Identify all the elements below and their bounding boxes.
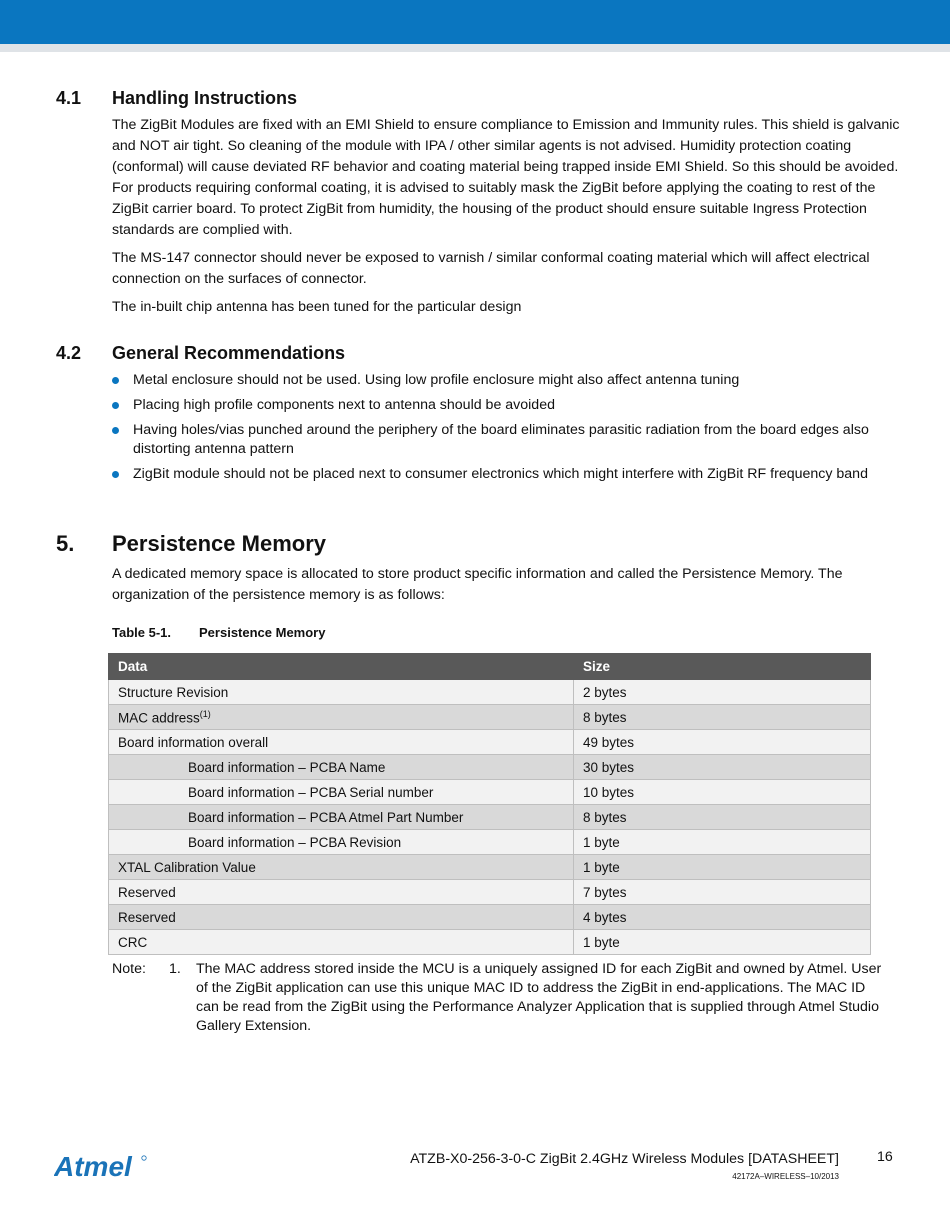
cell-size: 1 byte [574,930,871,955]
atmel-logo [54,1150,148,1180]
cell-data: XTAL Calibration Value [109,855,574,880]
handling-paragraph-3: The in-built chip antenna has been tuned for the particular design [112,299,522,315]
table-row [109,930,871,955]
cell-data: Structure Revision [109,680,574,705]
handling-paragraph-2: The MS-147 connector should never be exposed to varnish / similar conformal coating material which will affect electrical connection on the surfaces of connector. [112,250,870,287]
list-item [112,465,882,484]
note-number: 1. [169,961,181,977]
table-row [109,755,871,780]
table-caption [112,625,325,640]
cell-size: 49 bytes [574,730,871,755]
list-item-text: Metal enclosure should not be used. Using low profile enclosure might also affect antenna tuning [133,372,740,388]
handling-paragraph-1: The ZigBit Modules are fixed with an EMI Shield to ensure compliance to Emission and Immunity rules. This shield is galvanic and NOT air tight. So cleaning of the module with IPA / other similar agents is not advised. Humidity protection coating (conformal) will cause deviated RF behavior and coating material being trapped inside EMI Shield. So this should be avoided. For products requiring conformal coating, it is advised to suitably mask the ZigBit before applying the coating to rest of the ZigBit carrier board. To protect ZigBit from humidity, the housing of the product should ensure suitable Ingress Protection standards are complied with. [112,117,900,238]
cell-data: Board information – PCBA Revision [109,830,574,855]
cell-data: Board information – PCBA Atmel Part Number [109,805,574,830]
list-item-text: Placing high profile components next to antenna should be avoided [133,397,555,413]
cell-size: 4 bytes [574,905,871,930]
cell-data: Reserved [109,905,574,930]
cell-size: 1 byte [574,830,871,855]
table-row [109,880,871,905]
section-title: General Recommendations [112,343,346,363]
cell-data-text: MAC address [118,710,200,726]
cell-size: 7 bytes [574,880,871,905]
section-title: Persistence Memory [112,531,326,556]
list-item-text: ZigBit module should not be placed next to consumer electronics which might interfere with ZigBit RF frequency band [133,466,868,482]
cell-size: 2 bytes [574,680,871,705]
cell-data: Reserved [109,880,574,905]
column-header-data: Data [109,654,574,680]
footer-document-title: ATZB-X0-256-3-0-C ZigBit 2.4GHz Wireless Modules [DATASHEET] [410,1151,839,1167]
table-caption-title: Persistence Memory [199,625,326,640]
cell-data [109,705,574,730]
table-row [109,730,871,755]
list-item [112,371,882,390]
table-header-row [109,654,871,680]
cell-data: Board information – PCBA Serial number [109,780,574,805]
cell-data: Board information – PCBA Name [109,755,574,780]
section-number: 4.2 [56,343,82,363]
atmel-logo-text: Atmel [54,1151,132,1180]
list-item [112,421,882,459]
table-row [109,830,871,855]
footnote-ref: (1) [199,708,211,719]
bullet-icon [112,427,119,434]
cell-size: 8 bytes [574,805,871,830]
section-title: Handling Instructions [112,88,298,108]
cell-size: 1 byte [574,855,871,880]
table-row [109,905,871,930]
cell-size: 8 bytes [574,705,871,730]
header-bar [0,0,950,44]
persistence-intro: A dedicated memory space is allocated to store product specific information and called the Persistence Memory. The organization of the persistence memory is as follows: [112,566,843,603]
bullet-icon [112,402,119,409]
section-number: 5. [56,531,75,556]
cell-size: 10 bytes [574,780,871,805]
table-row [109,805,871,830]
cell-size: 30 bytes [574,755,871,780]
page-number: 16 [877,1149,893,1165]
bullet-icon [112,471,119,478]
section-number: 4.1 [56,88,82,108]
bullet-icon [112,377,119,384]
recommendations-list [112,371,882,490]
cell-data: Board information overall [109,730,574,755]
table-caption-label: Table 5-1. [112,625,172,640]
table-row [109,780,871,805]
table-row [109,680,871,705]
table-row [109,855,871,880]
column-header-size: Size [574,654,871,680]
cell-data: CRC [109,930,574,955]
persistence-memory-table [108,653,871,955]
list-item-text: Having holes/vias punched around the periphery of the board eliminates parasitic radiation from the board edges also distorting antenna pattern [133,422,869,457]
header-bar-shadow [0,44,950,52]
footer-document-code: 42172A–WIRELESS–10/2013 [732,1172,839,1181]
note-text: The MAC address stored inside the MCU is a uniquely assigned ID for each ZigBit and owned by Atmel. User of the ZigBit application can use this unique MAC ID to address the ZigBit in end-applications. The MAC ID can be read from the ZigBit using the Performance Analyzer Application that is supplied through Atmel Studio Gallery Extension. [196,961,882,1034]
table-row [109,705,871,730]
list-item [112,396,882,415]
note-label: Note: [112,961,146,977]
